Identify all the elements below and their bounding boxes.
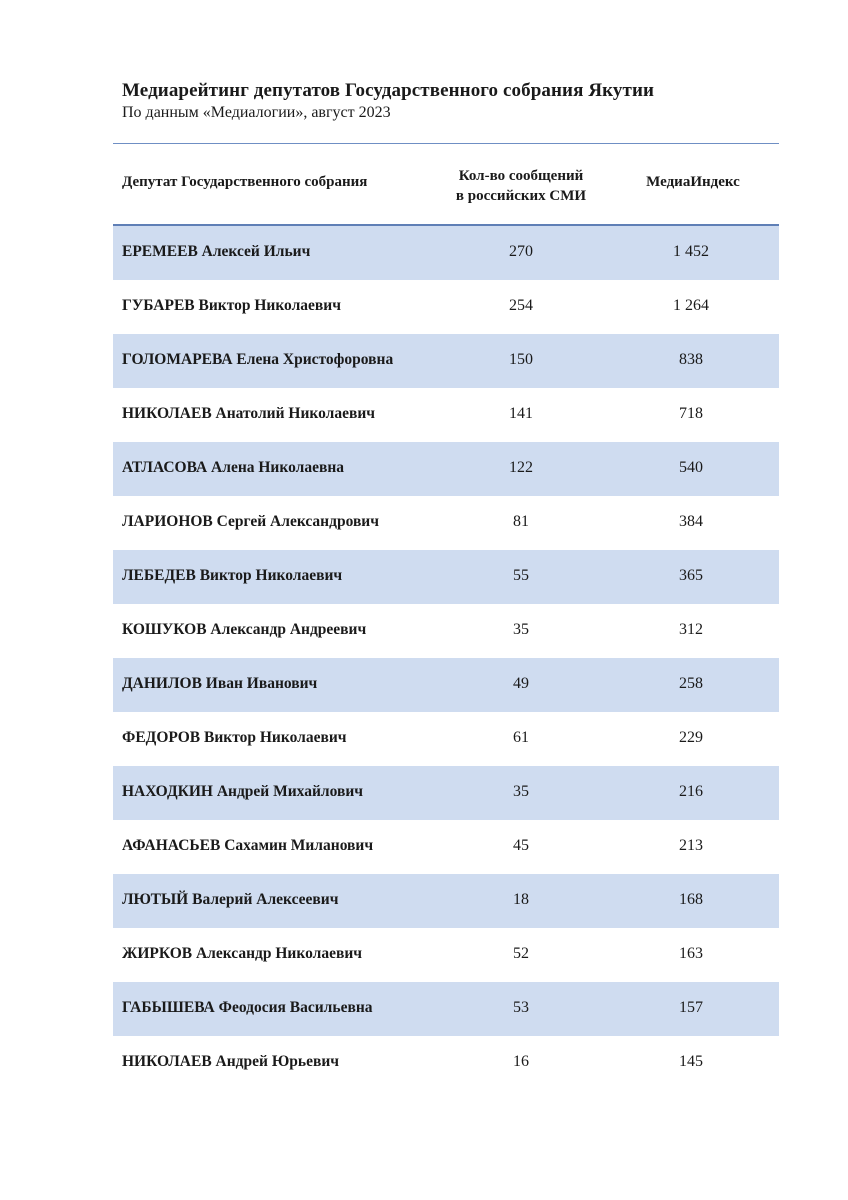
deputy-name: АТЛАСОВА Алена Николаевна: [122, 459, 345, 476]
media-index: 168: [679, 891, 703, 908]
message-count: 150: [509, 351, 533, 368]
page-title: Медиарейтинг депутатов Государственного собрания Якутии: [122, 80, 655, 101]
table-row: [113, 280, 779, 334]
media-index: 258: [679, 675, 703, 692]
deputy-name: НИКОЛАЕВ Анатолий Николаевич: [122, 405, 376, 422]
media-index: 216: [679, 783, 703, 800]
header-deputy: Депутат Государственного собрания: [122, 174, 368, 190]
deputy-name: ФЕДОРОВ Виктор Николаевич: [122, 729, 347, 746]
table-row: [113, 496, 779, 550]
table-row: [113, 1036, 779, 1090]
media-index: 157: [679, 999, 703, 1016]
message-count: 16: [513, 1053, 529, 1070]
table-row: [113, 874, 779, 928]
media-index: 145: [679, 1053, 703, 1070]
message-count: 52: [513, 945, 529, 962]
deputy-name: АФАНАСЬЕВ Сахамин Миланович: [122, 837, 374, 854]
deputy-name: НАХОДКИН Андрей Михайлович: [122, 783, 363, 800]
deputy-name: ЕРЕМЕЕВ Алексей Ильич: [122, 243, 311, 260]
table-row: [113, 658, 779, 712]
media-index: 540: [679, 459, 703, 476]
message-count: 61: [513, 729, 529, 746]
table-row: [113, 766, 779, 820]
header-message-count-line1: Кол-во сообщений: [458, 168, 584, 184]
message-count: 35: [513, 783, 529, 800]
table-row: [113, 928, 779, 982]
media-index: 312: [679, 621, 703, 638]
message-count: 35: [513, 621, 529, 638]
table-header: [113, 144, 779, 224]
header-message-count-line2: в российских СМИ: [455, 188, 587, 204]
message-count: 141: [509, 405, 533, 422]
rating-table: [113, 226, 779, 1090]
deputy-name: ЛЮТЫЙ Валерий Алексеевич: [122, 891, 339, 908]
deputy-name: ЛЕБЕДЕВ Виктор Николаевич: [122, 567, 343, 584]
deputy-name: ГУБАРЕВ Виктор Николаевич: [122, 297, 341, 314]
media-index: 718: [679, 405, 703, 422]
table-row: [113, 982, 779, 1036]
table-row: [113, 334, 779, 388]
message-count: 122: [509, 459, 533, 476]
media-index: 1 452: [673, 243, 709, 260]
message-count: 254: [509, 297, 533, 314]
table-row: [113, 550, 779, 604]
message-count: 81: [513, 513, 529, 530]
table-row: [113, 604, 779, 658]
media-index: 163: [679, 945, 703, 962]
deputy-name: ГОЛОМАРЕВА Елена Христофоровна: [122, 351, 394, 368]
message-count: 270: [509, 243, 533, 260]
table-row: [113, 712, 779, 766]
table-row: [113, 388, 779, 442]
message-count: 53: [513, 999, 529, 1016]
media-index: 384: [679, 513, 703, 530]
deputy-name: ЖИРКОВ Александр Николаевич: [122, 945, 363, 962]
message-count: 55: [513, 567, 529, 584]
deputy-name: КОШУКОВ Александр Андреевич: [122, 621, 367, 638]
media-index: 229: [679, 729, 703, 746]
message-count: 18: [513, 891, 529, 908]
deputy-name: ДАНИЛОВ Иван Иванович: [122, 675, 318, 692]
table-row: [113, 442, 779, 496]
media-index: 213: [679, 837, 703, 854]
page-subtitle: По данным «Медиалогии», август 2023: [122, 104, 391, 121]
message-count: 45: [513, 837, 529, 854]
header-media-index: МедиаИндекс: [646, 174, 740, 190]
deputy-name: НИКОЛАЕВ Андрей Юрьевич: [122, 1053, 340, 1070]
media-index: 838: [679, 351, 703, 368]
deputy-name: ЛАРИОНОВ Сергей Александрович: [122, 513, 379, 530]
media-index: 365: [679, 567, 703, 584]
message-count: 49: [513, 675, 529, 692]
table-row: [113, 226, 779, 280]
table-row: [113, 820, 779, 874]
deputy-name: ГАБЫШЕВА Феодосия Васильевна: [122, 999, 373, 1016]
media-index: 1 264: [673, 297, 709, 314]
